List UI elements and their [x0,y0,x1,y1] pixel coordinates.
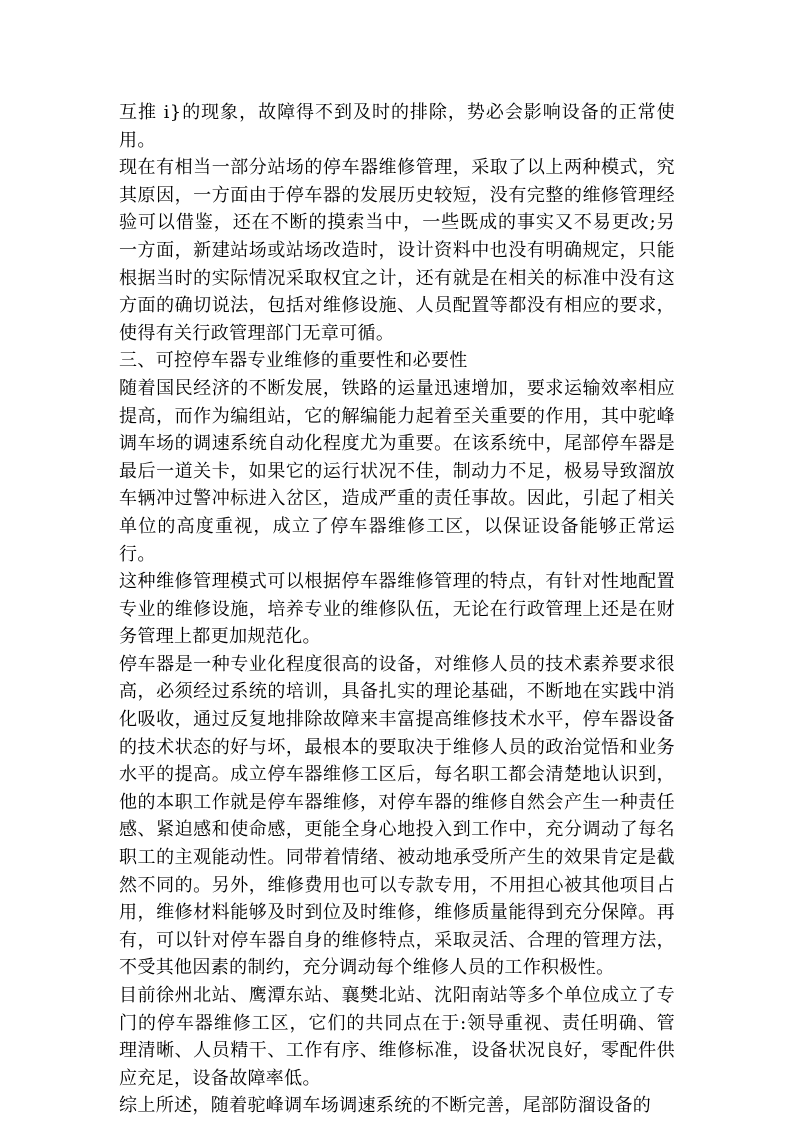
paragraph-continuation: 互推 i}的现象，故障得不到及时的排除，势必会影响设备的正常使用。 [119,102,675,151]
paragraph-conclusion: 综上所述，随着驼峰调车场调速系统的不断完善，尾部防溜设备的 [119,1095,652,1117]
paragraph-management-mode: 这种维修管理模式可以根据停车器维修管理的特点，有针对性地配置专业的维修设施，培养专业的维修队伍，无论在行政管理上还是在财务管理上都更加规范化。 [119,571,675,648]
section-heading: 三、可控停车器专业维修的重要性和必要性 [119,350,468,372]
paragraph-maintenance-staff: 停车器是一种专业化程度很高的设备，对维修人员的技术素养要求很高，必须经过系统的培训，具备扎实的理论基础，不断地在实践中消化吸收，通过反复地排除故障来丰富提高维修技术水平，停车器设备的技术状态的好与坏，最根本的要取决于维修人员的政治觉悟和业务水平的提高。成立停车器维修工区后，每名职工都会清楚地认识到，他的本职工作就是停车器维修，对停车器的维修自然会产生一种责任感、紧迫感和使命感，更能全身心地投入到工作中，充分调动了每名职工的主观能动性。同带着情绪、被动地承受所产生的效果肯定是截然不同的。另外，维修费用也可以专款专用，不用担心被其他项目占用，维修材料能够及时到位及时维修，维修质量能得到充分保障。再有，可以针对停车器自身的维修特点，采取灵活、合理的管理方法，不受其他因素的制约，充分调动每个维修人员的工作积极性。 [119,653,675,979]
paragraph-current-units: 目前徐州北站、鹰潭东站、襄樊北站、沈阳南站等多个单位成立了专门的停车器维修工区，它们的共同点在于:领导重视、责任明确、管理清晰、人员精干、工作有序、维修标准，设备状况良好，零配件供应充足，设备故障率低。 [119,985,675,1089]
paragraph-importance: 随着国民经济的不断发展，铁路的运量迅速增加，要求运输效率相应提高，而作为编组站，它的解编能力起着至关重要的作用，其中驼峰调车场的调速系统自动化程度尤为重要。在该系统中，尾部停车器是最后一道关卡，如果它的运行状况不佳，制动力不足，极易导致溜放车辆冲过警冲标进入岔区，造成严重的责任事故。因此，引起了相关单位的高度重视，成立了停车器维修工区，以保证设备能够正常运行。 [119,377,675,565]
document-body [119,99,675,1120]
paragraph-current-situation: 现在有相当一部分站场的停车器维修管理，采取了以上两种模式，究其原因，一方面由于停车器的发展历史较短，没有完整的维修管理经验可以借鉴，还在不断的摸索当中，一些既成的事实又不易更改;另一方面，新建站场或站场改造时，设计资料中也没有明确规定，只能根据当时的实际情况采取权宜之计，还有就是在相关的标准中没有这方面的确切说法，包括对维修设施、人员配置等都没有相应的要求，使得有关行政管理部门无章可循。 [119,157,675,344]
